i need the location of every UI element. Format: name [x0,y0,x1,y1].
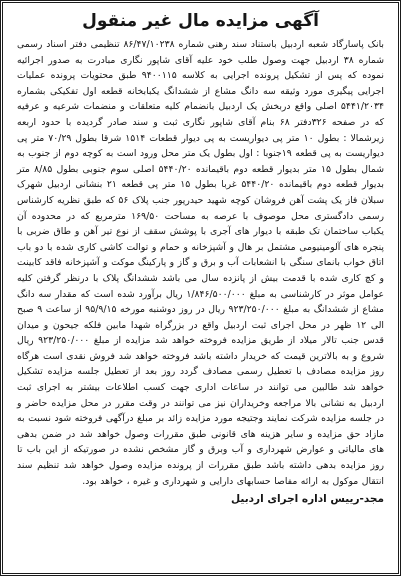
notice-title: آگهی مزایده مال غیر منقول [82,11,319,31]
notice-signature: مجد-رییس اداره اجرای اردبیل [231,493,384,506]
notice-body: بانک پاسارگاد شعبه اردبیل باستناد سند رهنی شماره ۸۶/۴۷/۱۰۲۳۸ تنظیمی دفتر اسناد رسمی شماره ۳۸ اردبیل جهت وصول طلب خود علیه آقای شاپور نگاری مبادرت به صدور اجرائیه نموده که پس از تشکیل پرونده اجرایی به کلاسه ۹۴۰۰۱۱۵ طبق محتویات پرونده عملیات اجرایی پیگیری مورد وثیقه سه دانگ مشاع از ششدانگ یکبابخانه قطعه اول تفکیکی بشماره ۵۴۴۱/۲۰۳۴ اصلی واقع دربخش یک اردبیل بانضمام کلیه متعلقات و منضمات شرعیه و عرفیه که در صفحه ۳۲۶دفتر ۶۸ بنام آقای شاپور نگاری ثبت و سند صادر گردیده با حدود اربعه زیرشمالا : بطول ۱۰ متر پی دیواریست به پی دیوار قطعات ۱۵۱۴ شرقا بطول ۷۰/۲۹ متر پی دیواریست به پی قطعه ۱۹جنوبا : اول بطول یک متر محل ورود است به کوچه دوم از جنوب به شمال بطول ۱۵ متر بدیوار قطعه دوم باقیمانده ۵۴۴۰/۲۰ اصلی سوم جنوبی بطول ۸/۸۵ متر بدیوار قطعه دوم باقیمانده ۵۴۴۰/۲۰ غربا بطول ۱۵ متر پی قطعه ۲۱ بنشانی اردبیل شهرک سبلان فاز یک پشت آهن فروشان کوچه شهید حیدرپور جنب پلاک ۵۶ که طبق نظریه کارشناس رسمی دادگستری محل موصوف با عرصه به مساحت ۱۶۹/۵۰ مترمربع که در محدوده آن یکباب ساختمان تک طبقه با دیوار های آجری با پوشش سقف از نوع تیر آهن و طاق ضربی با پنجره های آلومینیومی مشتمل بر هال و آشپزخانه و حمام و توالت کاشی کاری شده با دو باب اتاق خواب بانمای سنگی با انشعابات آب و برق و گاز و پارکینگ موکت و آشپزخانه فاقد کابینت و کچ کاری شده با قدمت بیش از پانزده سال می باشد ششدانگ پلاک با درنظر گرفتن کلیه عوامل موثر در کارشناسی به مبلغ ۱/۸۴۶/۵۰۰/۰۰۰ ریال برآورد شده است که مقدار سه دانگ مشاع از ششدانگ به مبلغ ۹۲۳/۲۵۰/۰۰۰ ریال در روز دوشنبه مورخه ۹۵/۹/۱۵ از ساعت ۹ صبح الی ۱۲ ظهر در محل اجرای ثبت اردبیل واقع در بزرگراه شهدا مابین فلکه جیحون و میدان قدس جنب تالار میلاد از طریق مزایده فروخته خواهد شد مزایده از مبلغ ۹۲۳/۲۵۰/۰۰۰ ریال شروع و به بالاترین قیمت که خریدار داشته باشد فروخته خواهد شد فروش نقدی است هرگاه روز مزایده مصادف با تعطیل رسمی مصادف گردد روز بعد از تعطیل جلسه مزایده تشکیل خواهد شد طالبین می توانند در ساعات اداری جهت کسب اطلاعات بیشتر به اجرای ثبت اردبیل به نشانی بالا مراجعه وخریداران نیز می توانند در وقت مقرر در محل مزایده حاضر و در جلسه مزایده شرکت نمایند وجتیجه مورد مزایده زائد بر مبلغ درآگهی فروخته شود نسبت به مازاد حق مزایده و سایر هزینه های قانونی طبق مقررات وصول خواهد شد در ضمن بدهی های مالیاتی و عوارض شهرداری و آب وبرق و گاز مشخص نشده در صورتیکه از این باب تا روز مزایده بدهی داشته باشد طبق مقررات از پرونده مزایده وصول خواهد شد تنظیم سند انتقال موکول به ارائه مفاصا حسابهای دارایی و شهرداری و غیره ، خواهد بود. [17,39,385,487]
